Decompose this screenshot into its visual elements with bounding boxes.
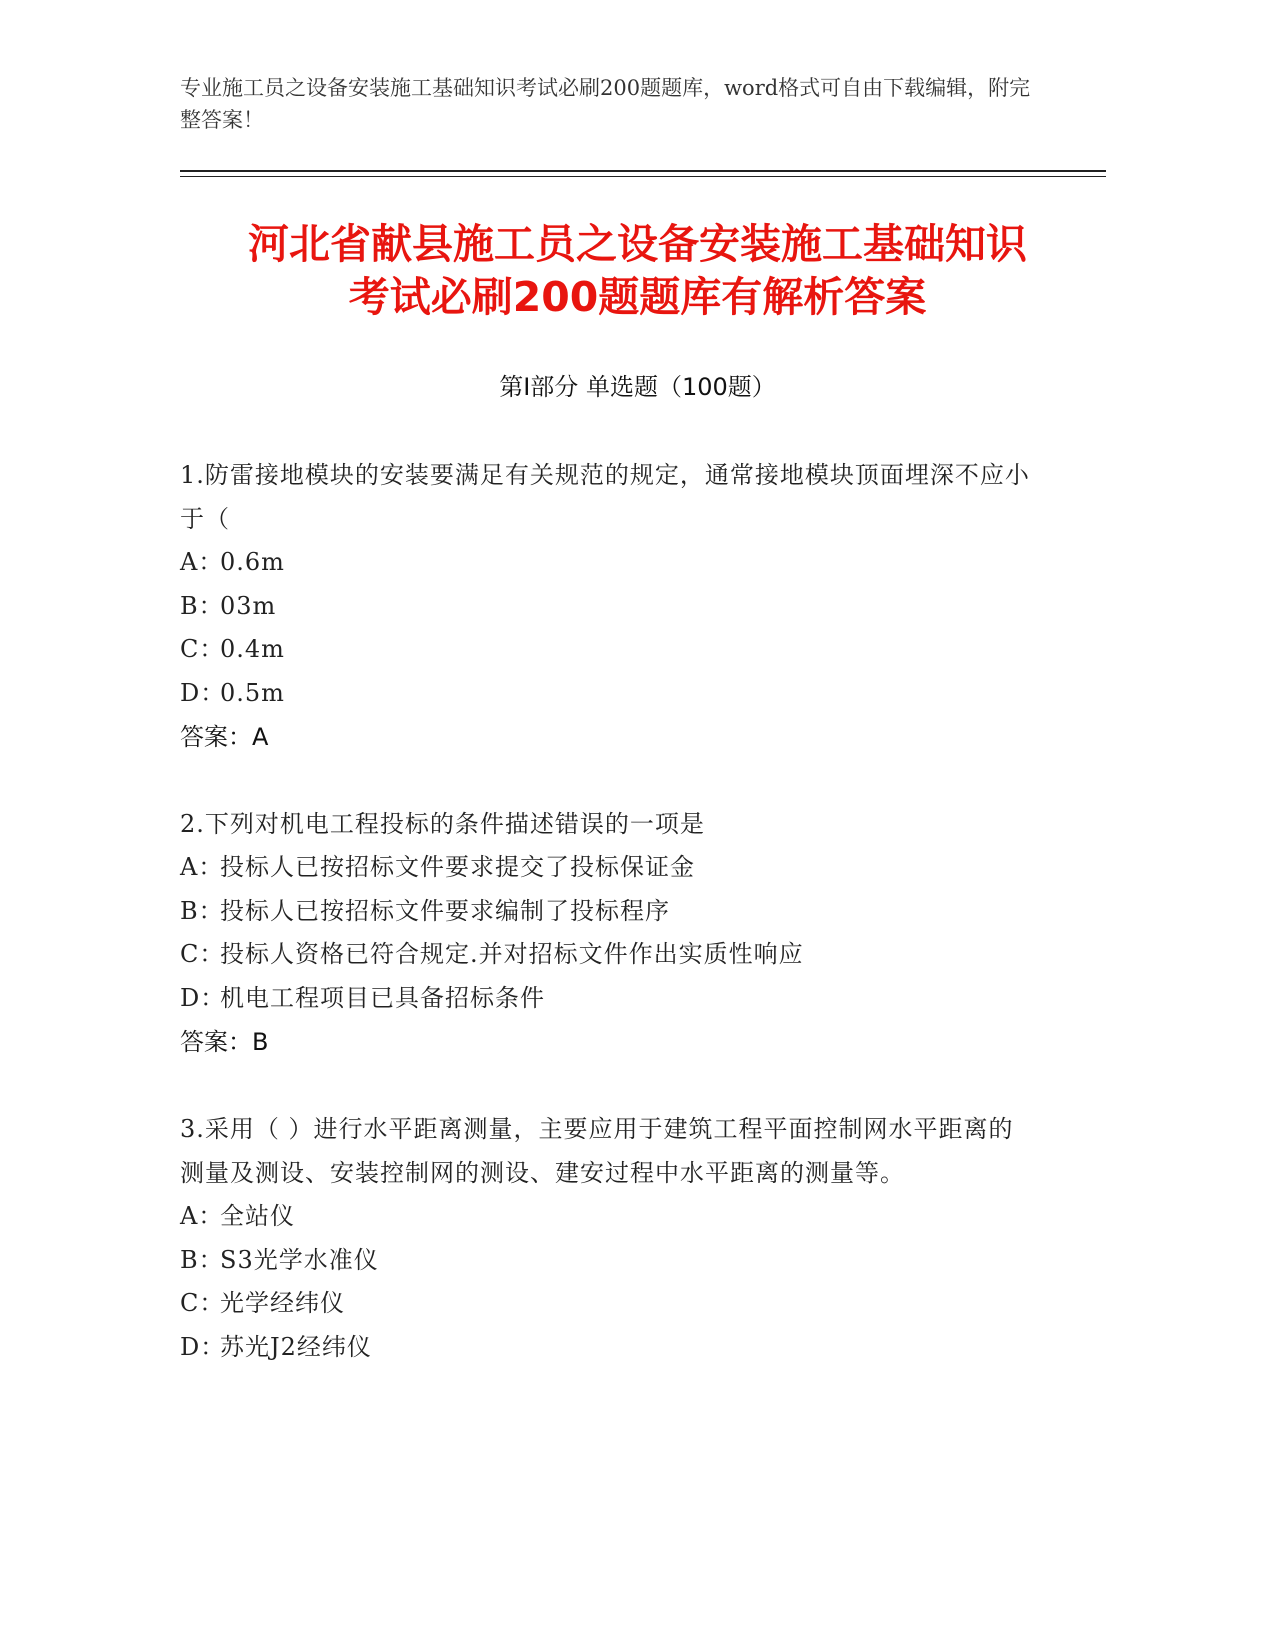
option-text: 0.6m xyxy=(220,548,285,576)
question-stem: 2.下列对机电工程投标的条件描述错误的一项是 xyxy=(180,810,705,838)
option-letter: C： xyxy=(180,1289,225,1317)
document-title-line-1: 河北省献县施工员之设备安装施工基础知识 xyxy=(248,220,1027,268)
option-a xyxy=(180,541,1030,585)
header-rule-thin xyxy=(180,176,1106,177)
header-rule-thick xyxy=(180,170,1106,172)
answer-label: 答案：B xyxy=(180,1028,269,1056)
option-text: 03m xyxy=(220,591,277,620)
option-letter: D： xyxy=(180,1332,226,1361)
option-letter: B： xyxy=(180,896,224,925)
question-stem: 1.防雷接地模块的安装要满足有关规范的规定，通常接地模块顶面埋深不应小于（ xyxy=(180,461,1030,533)
option-c xyxy=(180,933,1030,977)
option-d xyxy=(180,672,1030,716)
section-heading: 第Ⅰ部分 单选题（100题） xyxy=(499,373,776,401)
option-b xyxy=(180,890,1030,934)
question-stem: 3.采用（ ）进行水平距离测量，主要应用于建筑工程平面控制网水平距离的测量及测设、安装控制网的测设、建安过程中水平距离的测量等。 xyxy=(180,1115,1014,1187)
option-b xyxy=(180,1239,1030,1283)
option-text: 0.5m xyxy=(220,678,285,707)
option-letter: D： xyxy=(180,678,226,707)
option-letter: B： xyxy=(180,1245,224,1274)
document-title-line-2: 考试必刷200题题库有解析答案 xyxy=(348,273,927,321)
option-letter: C： xyxy=(180,635,225,663)
option-letter: A： xyxy=(180,1202,224,1230)
option-text: 0.4m xyxy=(220,635,285,663)
option-text: S3光学水准仪 xyxy=(220,1245,379,1274)
option-text: 投标人已按招标文件要求编制了投标程序 xyxy=(220,896,670,925)
option-text: 全站仪 xyxy=(220,1202,295,1230)
option-text: 投标人已按招标文件要求提交了投标保证金 xyxy=(220,853,695,881)
option-d xyxy=(180,1326,1030,1370)
question-3 xyxy=(180,1107,1030,1369)
option-b xyxy=(180,585,1030,629)
option-c xyxy=(180,1282,1030,1326)
option-a xyxy=(180,1195,1030,1239)
option-text: 机电工程项目已具备招标条件 xyxy=(220,983,545,1012)
question-1 xyxy=(180,453,1030,759)
option-letter: B： xyxy=(180,591,224,620)
document-title xyxy=(150,218,1125,324)
option-c xyxy=(180,628,1030,672)
option-letter: D： xyxy=(180,983,226,1012)
option-text: 苏光J2经纬仪 xyxy=(220,1332,372,1361)
option-letter: A： xyxy=(180,548,224,576)
option-letter: C： xyxy=(180,940,225,968)
option-text: 投标人资格已符合规定.并对招标文件作出实质性响应 xyxy=(220,940,804,968)
question-2 xyxy=(180,802,1030,1064)
option-a xyxy=(180,846,1030,890)
header-note: 专业施工员之设备安装施工基础知识考试必刷200题题库，word格式可自由下载编辑，附完整答案！ xyxy=(180,76,1031,132)
option-text: 光学经纬仪 xyxy=(220,1289,345,1317)
option-d xyxy=(180,977,1030,1021)
option-letter: A： xyxy=(180,853,224,881)
answer-label: 答案：A xyxy=(180,723,269,751)
